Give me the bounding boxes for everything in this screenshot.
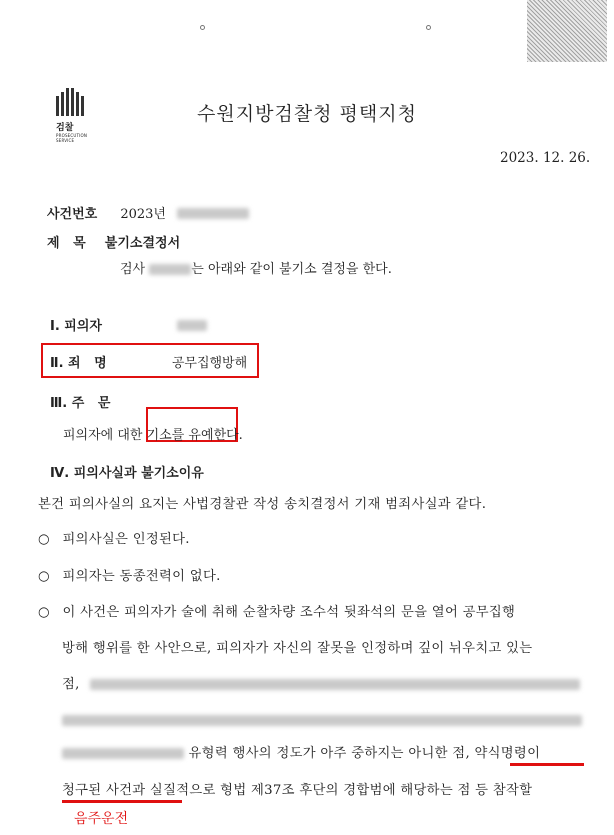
document-date: 2023. 12. 26. (500, 150, 591, 166)
redacted-case-number (177, 208, 249, 219)
bullet-mark: ○ (38, 532, 50, 547)
summary-order-highlight: 약식명령이 (474, 746, 541, 761)
disposition-text-a: 피의자에 대한 (63, 428, 147, 443)
redacted-suspect-name (177, 320, 207, 331)
logo-text-kr: 검찰 (56, 123, 74, 133)
case-number-label: 사건번호 (47, 207, 98, 222)
case-number-year: 2023년 (120, 207, 166, 222)
bullet-text-line: 방해 행위를 한 사안으로, 피의자가 자신의 잘못을 인정하며 깊이 뉘우치고 있는 (62, 641, 533, 656)
bullet-mark: ○ (38, 605, 50, 620)
bullet-item (38, 565, 221, 584)
case-number-row (47, 203, 249, 222)
disposition-text (63, 424, 243, 443)
bullet-text-fragment: 점, (62, 677, 80, 692)
redacted-prosecutor-name (149, 264, 191, 275)
section-disposition: Ⅲ. 주 문 (50, 396, 111, 411)
subject-label: 제 목 (47, 236, 86, 251)
logo-text-en: PROSECUTION SERVICE (56, 133, 88, 143)
bullet-text-line (62, 742, 540, 761)
handwritten-annotation: 음주운전 (74, 811, 129, 827)
section-charge (50, 352, 247, 371)
summary-order-underline (510, 763, 584, 766)
bullet-text: 피의자는 동종전력이 없다. (62, 569, 221, 584)
scan-noise-patch (527, 0, 607, 62)
office-title: 수원지방검찰청 평택지청 (197, 103, 417, 125)
bullet-text-line (62, 710, 582, 729)
section-facts-reasons: Ⅳ. 피의사실과 불기소이유 (50, 466, 204, 481)
subject-value: 불기소결정서 (104, 236, 181, 251)
disposition-text-c: 한다. (213, 428, 243, 443)
redacted-text (62, 748, 184, 759)
bullet-text-line: 이 사건은 피의자가 술에 취해 순찰차량 조수석 뒷좌석의 문을 열어 공무집행 (62, 605, 516, 620)
bullet-item (38, 601, 515, 620)
redacted-text (90, 679, 580, 690)
bullet-text-line: 청구된 사건과 실질적으로 형법 제37조 후단의 경합범에 해당하는 점 등 참작할 (62, 783, 533, 798)
bullet-text-fragment: 유형력 행사의 정도가 아주 중하지는 아니한 점, (188, 746, 475, 761)
section-suspect-label: Ⅰ. 피의자 (50, 319, 102, 334)
disposition-text-b: 기소를 유예 (146, 428, 214, 443)
bullet-item (38, 528, 190, 547)
prosecutor-line (120, 258, 392, 277)
section-charge-label: Ⅱ. 죄 명 (50, 356, 107, 371)
bullet-text-line (62, 673, 580, 692)
scan-dot (426, 25, 431, 30)
section-suspect (50, 315, 207, 334)
section-charge-value: 공무집행방해 (171, 356, 248, 371)
prosecutor-suffix: 는 아래와 같이 불기소 결정을 한다. (191, 262, 392, 277)
prosecutor-prefix: 검사 (120, 262, 146, 277)
subject-row (47, 232, 180, 251)
scan-dot (200, 25, 205, 30)
charged-case-underline (62, 800, 182, 803)
bullet-mark: ○ (38, 569, 50, 584)
bullet-text: 피의사실은 인정된다. (62, 532, 190, 547)
redacted-text (62, 715, 582, 726)
facts-intro: 본건 피의사실의 요지는 사법경찰관 작성 송치결정서 기재 범죄사실과 같다. (38, 497, 487, 512)
